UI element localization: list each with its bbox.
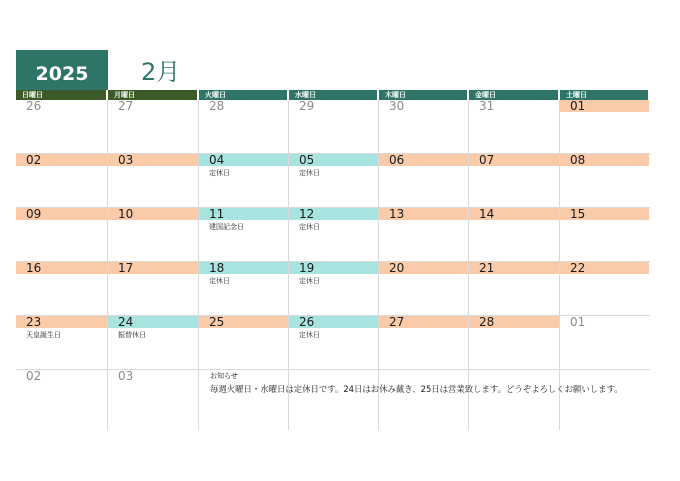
weekday-header: 月曜日	[108, 90, 197, 100]
day-number: 23	[26, 315, 42, 329]
weekday-header: 土曜日	[560, 90, 648, 100]
day-number: 21	[479, 261, 495, 275]
day-note: 定休日	[299, 277, 320, 285]
day-cell[interactable]	[560, 208, 649, 262]
day-number: 16	[26, 261, 42, 275]
day-cell[interactable]	[379, 262, 468, 316]
day-cell[interactable]	[560, 154, 649, 208]
day-number: 01	[570, 99, 586, 113]
day-cell[interactable]	[289, 316, 378, 370]
day-number: 15	[570, 207, 586, 221]
day-note: 振替休日	[118, 331, 146, 339]
day-number: 28	[209, 99, 225, 113]
day-cell[interactable]	[469, 262, 559, 316]
day-number: 10	[118, 207, 134, 221]
day-cell[interactable]	[108, 370, 198, 424]
day-cell[interactable]	[199, 208, 288, 262]
day-cell[interactable]	[469, 154, 559, 208]
day-note: 天皇誕生日	[26, 331, 61, 339]
day-number: 09	[26, 207, 42, 221]
day-cell[interactable]	[199, 316, 288, 370]
day-number: 11	[209, 207, 225, 221]
weekday-header: 木曜日	[379, 90, 467, 100]
day-cell[interactable]	[379, 154, 468, 208]
day-note: 定休日	[299, 169, 320, 177]
day-cell[interactable]	[379, 208, 468, 262]
month-title: 2月	[141, 58, 181, 86]
day-number: 03	[118, 153, 134, 167]
day-cell[interactable]	[16, 370, 107, 424]
day-cell[interactable]	[379, 100, 468, 154]
day-number: 08	[570, 153, 586, 167]
notice-title: お知らせ	[210, 372, 238, 380]
day-number: 14	[479, 207, 495, 221]
day-number: 26	[26, 99, 42, 113]
day-cell[interactable]	[469, 100, 559, 154]
notice-text: 毎週火曜日・水曜日は定休日です。24日はお休み戴き、25日は営業致します。どうぞよろしくお願いします。	[210, 384, 623, 394]
day-number: 02	[26, 369, 42, 383]
day-cell[interactable]	[289, 100, 378, 154]
day-number: 19	[299, 261, 315, 275]
day-cell[interactable]	[560, 262, 649, 316]
day-note: 定休日	[299, 223, 320, 231]
day-cell[interactable]	[560, 100, 649, 154]
day-cell[interactable]	[469, 208, 559, 262]
day-number: 03	[118, 369, 134, 383]
day-number: 06	[389, 153, 405, 167]
day-cell[interactable]	[16, 154, 107, 208]
day-number: 12	[299, 207, 315, 221]
day-number: 28	[479, 315, 495, 329]
day-cell[interactable]	[16, 262, 107, 316]
weekday-header: 日曜日	[16, 90, 106, 100]
day-cell[interactable]	[469, 316, 559, 370]
day-note: 定休日	[209, 169, 230, 177]
day-number: 26	[299, 315, 315, 329]
day-number: 31	[479, 99, 495, 113]
day-cell[interactable]	[108, 154, 198, 208]
day-number: 27	[118, 99, 134, 113]
day-number: 02	[26, 153, 42, 167]
day-cell[interactable]	[199, 100, 288, 154]
weekday-header: 水曜日	[289, 90, 377, 100]
day-cell[interactable]	[16, 100, 107, 154]
day-note: 定休日	[209, 277, 230, 285]
day-cell[interactable]	[108, 100, 198, 154]
day-number: 18	[209, 261, 225, 275]
day-cell[interactable]	[16, 316, 107, 370]
day-number: 20	[389, 261, 405, 275]
day-cell[interactable]	[199, 154, 288, 208]
weekday-header: 金曜日	[469, 90, 558, 100]
day-cell[interactable]	[199, 262, 288, 316]
day-cell[interactable]	[16, 208, 107, 262]
day-number: 07	[479, 153, 495, 167]
day-cell[interactable]	[560, 316, 649, 370]
weekday-header: 火曜日	[199, 90, 287, 100]
day-cell[interactable]	[108, 262, 198, 316]
day-cell[interactable]	[108, 208, 198, 262]
day-number: 17	[118, 261, 134, 275]
day-number: 04	[209, 153, 225, 167]
day-note: 建国記念日	[209, 223, 244, 231]
day-number: 13	[389, 207, 405, 221]
day-number: 30	[389, 99, 405, 113]
day-cell[interactable]	[289, 262, 378, 316]
day-cell[interactable]	[108, 316, 198, 370]
day-number: 01	[570, 315, 586, 329]
day-cell[interactable]	[379, 316, 468, 370]
year-label: 2025	[16, 50, 108, 90]
day-number: 05	[299, 153, 315, 167]
day-note: 定休日	[299, 331, 320, 339]
day-number: 29	[299, 99, 315, 113]
notice-box	[210, 372, 650, 395]
day-number: 27	[389, 315, 405, 329]
day-number: 24	[118, 315, 134, 329]
day-number: 22	[570, 261, 586, 275]
day-cell[interactable]	[289, 208, 378, 262]
day-number: 25	[209, 315, 225, 329]
day-cell[interactable]	[289, 154, 378, 208]
